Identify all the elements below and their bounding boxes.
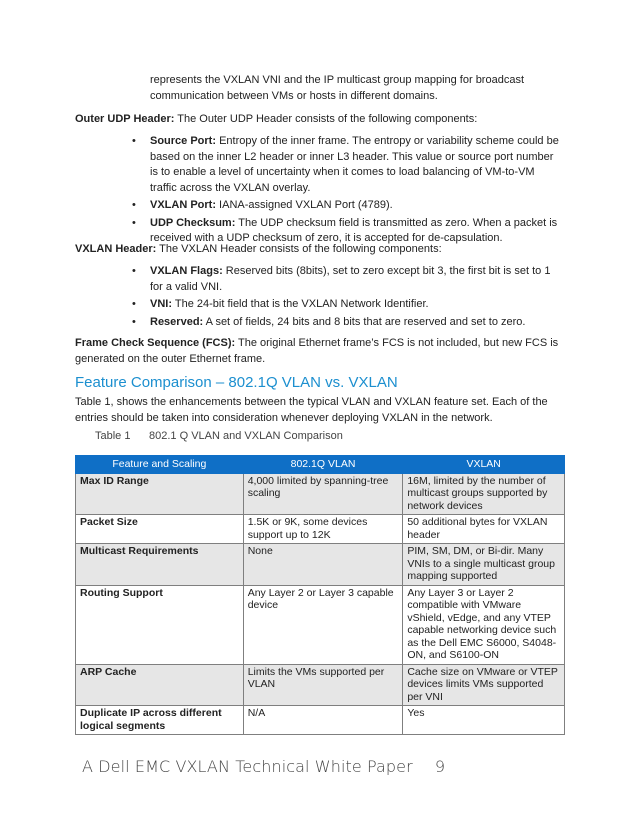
table-header-row <box>76 456 565 474</box>
table-row <box>76 544 565 586</box>
table-caption <box>95 430 343 442</box>
fcs-text: The original Ethernet frame’s FCS is not included, but new FCS is generated on the outer Ethernet frame. <box>75 337 559 365</box>
outer-udp-paragraph <box>75 111 565 127</box>
intro-continuation: represents the VXLAN VNI and the IP multicast group mapping for broadcast communication between VMs or hosts in different domains. <box>150 74 524 102</box>
table-cell: 4,000 limited by spanning-tree scaling <box>243 473 403 515</box>
item-label: UDP Checksum: <box>150 216 236 229</box>
vxlan-header-paragraph <box>75 241 565 257</box>
table-cell: Cache size on VMware or VTEP devices limits VMs supported per VNI <box>403 664 565 706</box>
table-cell: ARP Cache <box>76 664 244 706</box>
fcs-paragraph <box>75 335 565 367</box>
caption-title: 802.1 Q VLAN and VXLAN Comparison <box>149 430 343 442</box>
bullet-icon: • <box>132 265 136 277</box>
item-text: A set of fields, 24 bits and 8 bits that are reserved and set to zero. <box>203 315 526 328</box>
outer-udp-list <box>132 134 562 249</box>
bullet-icon: • <box>132 298 136 310</box>
page-number: 9 <box>434 757 446 776</box>
comparison-table <box>75 455 565 735</box>
table-row <box>76 706 565 735</box>
list-item <box>132 264 562 295</box>
vxlan-header-text: The VXLAN Header consists of the following components: <box>156 243 442 255</box>
table-cell: 16M, limited by the number of multicast groups supported by network devices <box>403 473 565 515</box>
item-label: VNI: <box>150 298 172 310</box>
table-row <box>76 515 565 544</box>
table-row <box>76 585 565 664</box>
table-cell: Any Layer 3 or Layer 2 compatible with VMware vShield, vEdge, and any VTEP capable networking device such as the Dell EMC S6000, S4048-ON, and S6100-ON <box>403 585 565 664</box>
footer-title: A Dell EMC VXLAN Technical White Paper <box>82 757 413 776</box>
table-cell: Multicast Requirements <box>76 544 244 586</box>
column-header: 802.1Q VLAN <box>243 456 403 474</box>
item-label: VXLAN Port: <box>150 199 216 211</box>
item-text: IANA-assigned VXLAN Port (4789). <box>216 199 393 211</box>
list-item <box>132 134 562 196</box>
table-cell: Any Layer 2 or Layer 3 capable device <box>243 585 403 664</box>
outer-udp-text: The Outer UDP Header consists of the following components: <box>174 113 478 125</box>
list-item <box>132 297 562 313</box>
bullet-icon: • <box>132 216 136 229</box>
caption-number: Table 1 <box>95 430 131 442</box>
item-text: Reserved bits (8bits), set to zero except bit 3, the first bit is set to 1 for a valid VNI. <box>150 265 551 293</box>
item-text: The 24-bit field that is the VXLAN Network Identifier. <box>172 298 429 310</box>
vxlan-header-list <box>132 264 562 332</box>
bullet-icon: • <box>132 199 136 211</box>
fcs-label: Frame Check Sequence (FCS): <box>75 337 236 349</box>
list-item <box>132 315 562 331</box>
item-label: Source Port: <box>150 135 217 147</box>
section-intro: Table 1, shows the enhancements between the typical VLAN and VXLAN feature set. Each of the entries should be taken into consideration whenever deploying VXLAN in the network. <box>75 396 548 424</box>
vxlan-header-label: VXLAN Header: <box>75 243 157 255</box>
table-cell: Duplicate IP across different logical segments <box>76 706 244 735</box>
column-header: Feature and Scaling <box>76 456 244 474</box>
section-heading: Feature Comparison – 802.1Q VLAN vs. VXLAN <box>75 374 398 391</box>
table-cell: PIM, SM, DM, or Bi-dir. Many VNIs to a single multicast group mapping supported <box>403 544 565 586</box>
column-header: VXLAN <box>403 456 565 474</box>
item-text: Entropy of the inner frame. The entropy or variability scheme could be based on the inner L2 header or inner L3 header. This value or source port number is to enable a level of uncertainty when it comes to load balancing of VM-to-VM traffic across the VXLAN overlay. <box>150 135 559 194</box>
table-cell: N/A <box>243 706 403 735</box>
item-label: Reserved: <box>150 315 204 328</box>
table-cell: None <box>243 544 403 586</box>
item-text: The UDP checksum field is transmitted as zero. When a packet is received with a UDP checksum of zero, it is accepted for de-capsulation. <box>150 216 558 244</box>
outer-udp-label: Outer UDP Header: <box>75 113 175 125</box>
table-cell: 1.5K or 9K, some devices support up to 12K <box>243 515 403 544</box>
table-cell: Limits the VMs supported per VLAN <box>243 664 403 706</box>
item-label: VXLAN Flags: <box>150 265 223 277</box>
table-cell: Max ID Range <box>76 473 244 515</box>
bullet-icon: • <box>132 135 136 147</box>
table-cell: 50 additional bytes for VXLAN header <box>403 515 565 544</box>
list-item <box>132 198 562 214</box>
bullet-icon: • <box>132 315 136 328</box>
table-cell: Packet Size <box>76 515 244 544</box>
page-footer <box>82 757 445 776</box>
table-row <box>76 664 565 706</box>
table-row <box>76 473 565 515</box>
table-cell: Yes <box>403 706 565 735</box>
table-cell: Routing Support <box>76 585 244 664</box>
